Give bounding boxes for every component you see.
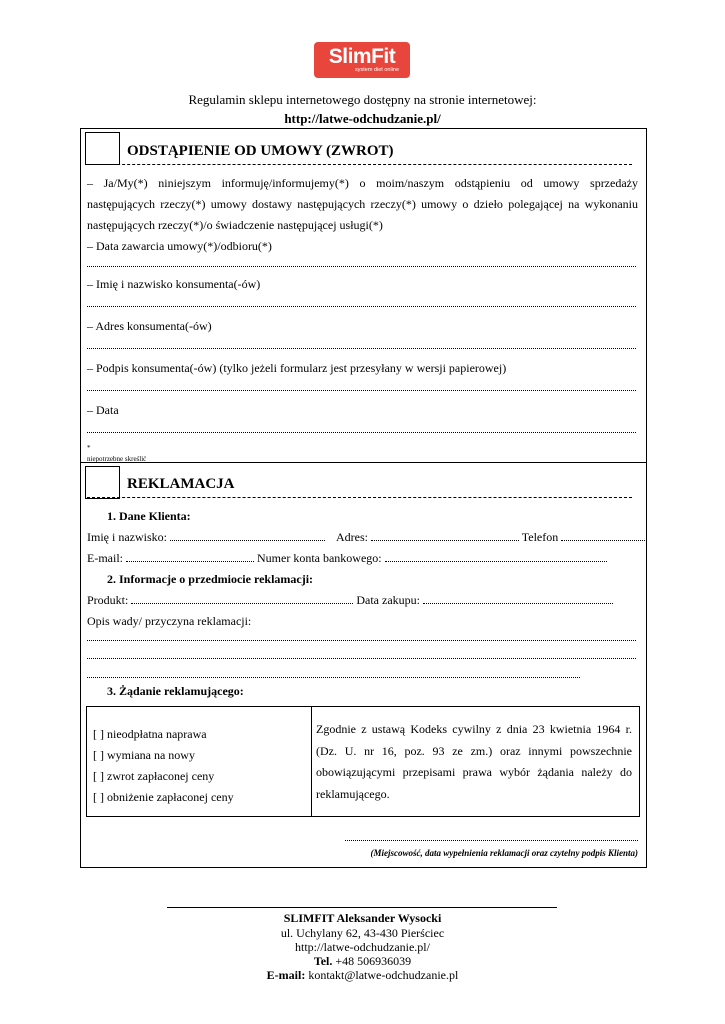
withdrawal-statement: – Ja/My(*) niniejszym informuję/informujemy(*) o moim/naszym odstąpieniu od umowy sprzedaży następujących rzeczy(*) umowy dostawy następujących rzeczy(*) umowy o dzieło polegającej na wykonaniu następujących rzeczy(*)/o świadczenie następującej usługi(*) xyxy=(87,176,638,232)
footer-phone: +48 506936039 xyxy=(332,954,412,968)
product-row xyxy=(87,593,613,608)
table-divider xyxy=(311,707,312,816)
option-price-reduction[interactable]: [ ] obniżenie zapłaconej ceny xyxy=(93,790,234,804)
divider xyxy=(87,497,632,498)
purchase-date-label: Data zakupu: xyxy=(356,593,420,607)
defect-field-line-3[interactable] xyxy=(87,677,580,678)
logo-tagline: system diet online xyxy=(354,66,400,73)
signature-caption: (Miejscowość, data wypełnienia reklamacji oraz czytelny podpis Klienta) xyxy=(370,848,638,858)
defect-field-line-1[interactable] xyxy=(87,640,636,641)
withdrawal-checkbox[interactable] xyxy=(85,132,120,165)
consumer-address-field[interactable] xyxy=(87,348,636,349)
option-replacement[interactable]: [ ] wymiana na nowy xyxy=(93,748,195,762)
consumer-signature-label: – Podpis konsumenta(-ów) (tylko jeżeli formularz jest przesyłany w wersji papierowej) xyxy=(87,361,507,375)
consumer-address-label: – Adres konsumenta(-ów) xyxy=(87,319,212,333)
date-label: – Data xyxy=(87,403,119,417)
client-data-heading: 1. Dane Klienta: xyxy=(107,509,191,523)
phone-field[interactable] xyxy=(561,540,645,541)
defect-label: Opis wady/ przyczyna reklamacji: xyxy=(87,614,252,628)
address-label: Adres: xyxy=(335,530,368,544)
footer-website[interactable]: http://latwe-odchudzanie.pl/ xyxy=(295,940,430,954)
name-field[interactable] xyxy=(170,540,325,541)
account-label: Numer konta bankowego: xyxy=(257,551,382,565)
consumer-name-label: – Imię i nazwisko konsumenta(-ów) xyxy=(87,277,261,291)
footer-address: ul. Uchylany 62, 43-430 Pierściec xyxy=(280,926,445,940)
footer-email-label: E-mail: xyxy=(266,968,306,982)
product-field[interactable] xyxy=(131,603,353,604)
logo-text: SlimFit xyxy=(328,44,396,68)
divider xyxy=(87,164,632,165)
client-row-1 xyxy=(87,530,645,545)
complaint-title: REKLAMACJA xyxy=(127,476,235,492)
email-field[interactable] xyxy=(126,561,254,562)
terms-url[interactable]: http://latwe-odchudzanie.pl/ xyxy=(284,111,441,126)
complaint-checkbox[interactable] xyxy=(85,466,120,499)
slimfit-logo xyxy=(314,42,410,78)
demand-heading: 3. Żądanie reklamującego: xyxy=(107,684,244,698)
footer-email[interactable]: kontakt@latwe-odchudzanie.pl xyxy=(305,968,459,982)
client-row-2 xyxy=(87,551,607,566)
signature-field[interactable] xyxy=(345,840,638,841)
date-field[interactable] xyxy=(87,432,636,433)
terms-info: Regulamin sklepu internetowego dostępny na stronie internetowej: xyxy=(188,92,537,107)
phone-label: Telefon xyxy=(521,530,559,544)
account-field[interactable] xyxy=(385,561,607,562)
product-info-heading: 2. Informacje o przedmiocie reklamacji: xyxy=(107,572,314,586)
footnote-text: niepotrzebne skreślić xyxy=(87,455,147,464)
purchase-date-field[interactable] xyxy=(423,603,613,604)
consumer-name-field[interactable] xyxy=(87,306,636,307)
withdrawal-title: ODSTĄPIENIE OD UMOWY (ZWROT) xyxy=(127,143,394,159)
footer-email-row xyxy=(0,968,725,983)
email-label: E-mail: xyxy=(87,551,123,565)
product-label: Produkt: xyxy=(87,593,129,607)
address-field[interactable] xyxy=(371,540,519,541)
option-refund[interactable]: [ ] zwrot zapłaconej ceny xyxy=(93,769,215,783)
footnote-mark: * xyxy=(87,444,91,452)
name-label: Imię i nazwisko: xyxy=(87,530,167,544)
footer-divider xyxy=(167,907,557,908)
defect-field-line-2[interactable] xyxy=(87,658,636,659)
contract-date-field[interactable] xyxy=(87,266,636,267)
option-free-repair[interactable]: [ ] nieodpłatna naprawa xyxy=(93,727,207,741)
contract-date-label: – Data zawarcia umowy(*)/odbioru(*) xyxy=(87,239,272,253)
footer-company: SLIMFIT Aleksander Wysocki xyxy=(283,911,442,925)
footer-phone-label: Tel. xyxy=(313,954,333,968)
footer-phone-row xyxy=(0,954,725,969)
consumer-signature-field[interactable] xyxy=(87,390,636,391)
legal-note: Zgodnie z ustawą Kodeks cywilny z dnia 23 kwietnia 1964 r. (Dz. U. nr 16, poz. 93 ze zm.) oraz innymi powszechnie obowiązującymi przepisami prawa wybór żądania należy do reklamującego. xyxy=(316,722,632,801)
